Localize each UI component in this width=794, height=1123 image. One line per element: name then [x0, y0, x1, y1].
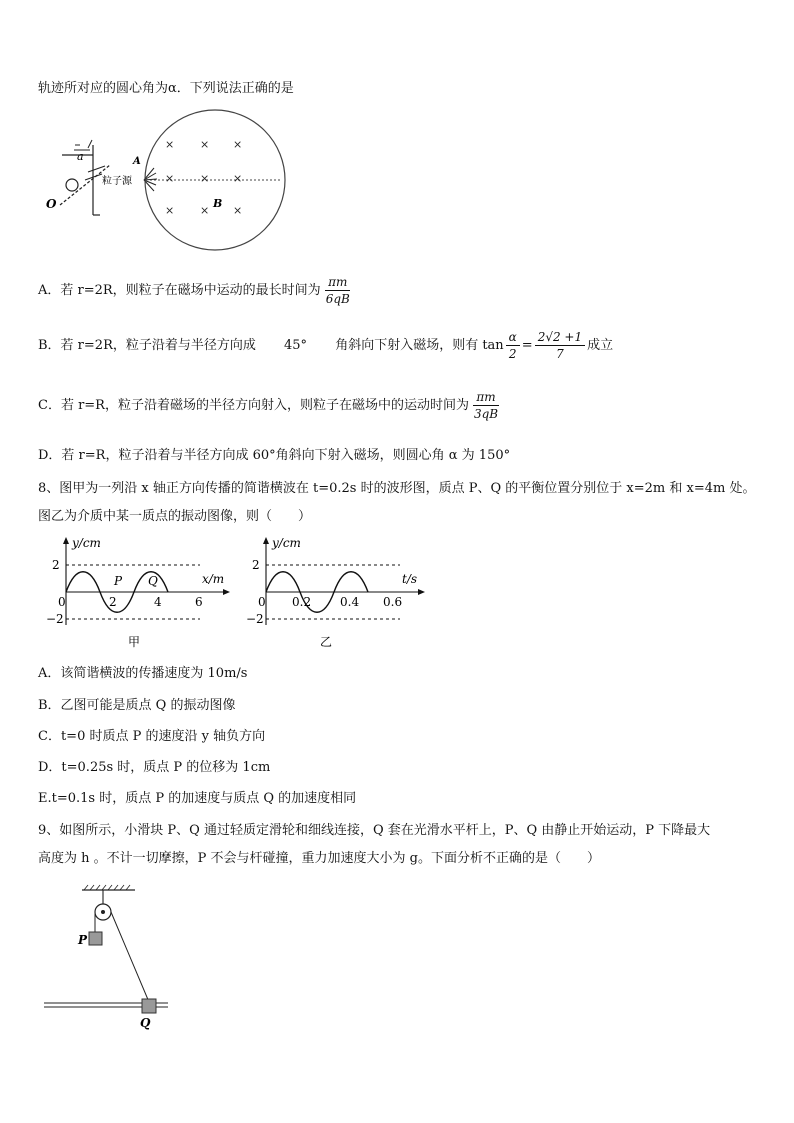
q7-option-c: C．若 r=R，粒子沿着磁场的半径方向射入，则粒子在磁场中的运动时间为 $\frac{\pi m}{3qB}$: [38, 390, 499, 421]
q7-option-b: B．若 r=2R，粒子沿着与半径方向成 45° 角斜向下射入磁场，则有 tan $\frac{\alpha}{2}$ = $\frac{2√2 +1}{7}$ 成立: [38, 330, 614, 361]
x-tick: 4: [154, 595, 162, 609]
x-tick: 2: [109, 595, 117, 609]
origin-label: 0: [58, 595, 66, 609]
cross-mark: ×: [200, 172, 210, 185]
q8-option-e: E.t=0.1s 时，质点 P 的加速度与质点 Q 的加速度相同: [38, 791, 357, 806]
t-tick: 0.4: [340, 595, 360, 609]
label-q: Q: [140, 1016, 151, 1030]
x-tick: 6: [195, 595, 203, 609]
block-p: [89, 932, 102, 945]
wave-graph-jia: [40, 535, 235, 650]
q8-option-b: B．乙图可能是质点 Q 的振动图像: [38, 698, 236, 713]
cross-mark: ×: [165, 138, 175, 151]
t-axis-label: t/s: [402, 572, 418, 586]
y-tick-bottom: −2: [246, 612, 264, 626]
q9-stem-line2: 高度为 h 。不计一切摩擦，P 不会与杆碰撞，重力加速度大小为 g。下面分析不正确的是（ ）: [38, 851, 600, 866]
cross-mark: ×: [165, 204, 175, 217]
block-q: [142, 999, 156, 1013]
cross-mark: ×: [233, 204, 243, 217]
intro-text: 轨迹所对应的圆心角为α．下列说法正确的是: [38, 81, 294, 96]
point-p: P: [114, 574, 123, 588]
vibration-graph-yi: [240, 535, 435, 650]
label-source: 粒子源: [102, 176, 132, 187]
label-A: A: [133, 156, 141, 167]
magnetic-field-figure: [30, 110, 280, 265]
y-axis-label: y/cm: [72, 536, 101, 550]
y-tick-top: 2: [52, 558, 60, 572]
label-B: B: [213, 197, 223, 210]
y-axis-label: y/cm: [272, 536, 301, 550]
origin-label: 0: [258, 595, 266, 609]
q8-stem-line2: 图乙为介质中某一质点的振动图像，则（ ）: [38, 509, 312, 524]
x-axis-label: x/m: [202, 572, 225, 586]
cross-mark: ×: [233, 172, 243, 185]
y-tick-top: 2: [252, 558, 260, 572]
cross-mark: ×: [200, 138, 210, 151]
q7-option-d: D．若 r=R，粒子沿着与半径方向成 60°角斜向下射入磁场，则圆心角 α 为 150°: [38, 448, 511, 463]
cross-mark: ×: [233, 138, 243, 151]
t-tick: 0.2: [292, 595, 312, 609]
t-tick: 0.6: [383, 595, 403, 609]
caption: 甲: [128, 635, 141, 649]
label-a: a: [77, 150, 84, 163]
label-p: P: [78, 933, 88, 947]
q7-option-a: A．若 r=2R，则粒子在磁场中运动的最长时间为 $\frac{\pi m}{6qB}$: [38, 275, 350, 306]
q8-option-d: D．t=0.25s 时，质点 P 的位移为 1cm: [38, 760, 271, 775]
q8-option-c: C．t=0 时质点 P 的速度沿 y 轴负方向: [38, 729, 266, 744]
q8-stem-line1: 8、图甲为一列沿 x 轴正方向传播的简谐横波在 t=0.2s 时的波形图，质点 P、Q 的平衡位置分别位于 x=2m 和 x=4m 处。: [38, 481, 756, 496]
label-o: O: [46, 197, 57, 211]
q8-option-a: A．该简谐横波的传播速度为 10m/s: [38, 666, 248, 681]
cross-mark: ×: [165, 172, 175, 185]
y-tick-bottom: −2: [46, 612, 64, 626]
cross-mark: ×: [200, 204, 210, 217]
q9-stem-line1: 9、如图所示，小滑块 P、Q 通过轻质定滑轮和细线连接，Q 套在光滑水平杆上，P、Q 由静止开始运动，P 下降最大: [38, 823, 711, 838]
pulley-figure: [40, 880, 175, 1040]
caption: 乙: [320, 635, 333, 649]
point-q: Q: [148, 574, 158, 588]
